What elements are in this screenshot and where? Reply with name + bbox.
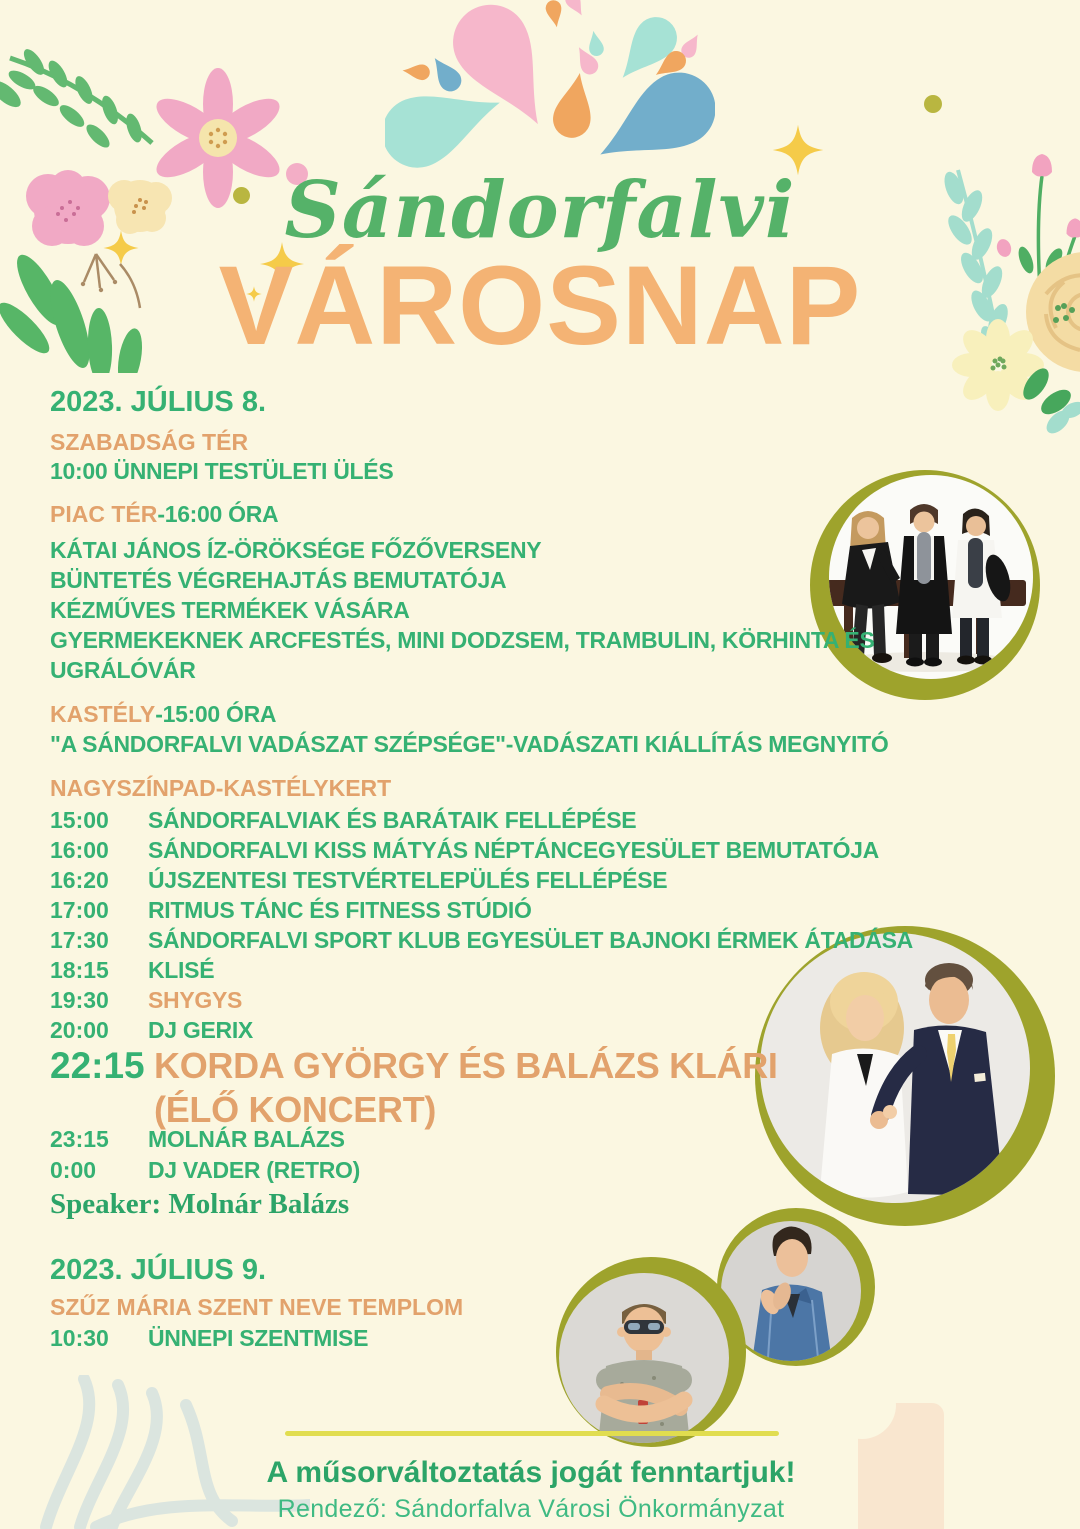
venue-templom: SZŰZ MÁRIA SZENT NEVE TEMPLOM [50, 1294, 464, 1320]
event-time: 0:00 [50, 1157, 97, 1183]
event-time: 16:00 [50, 837, 109, 863]
poster-main-title: VÁROSNAP [218, 243, 862, 368]
schedule-row [50, 1155, 910, 1186]
event-time: 20:00 [50, 1017, 109, 1043]
schedule-row [50, 895, 970, 925]
footer-organizer: Rendező: Sándorfalva Városi Önkormányzat [277, 1495, 785, 1523]
stage-schedule [50, 805, 970, 1045]
venue-piac-ter [50, 501, 278, 528]
date-heading-july9: 2023. JÚLIUS 9. [50, 1254, 266, 1286]
event-time: 22:15 [50, 1045, 145, 1086]
event-name: ÜNNEPI SZENTMISE [148, 1325, 369, 1351]
event-line: KÉZMŰVES TERMÉKEK VÁSÁRA [50, 597, 410, 623]
event-time: 23:15 [50, 1126, 109, 1152]
event-name: RITMUS TÁNC ÉS FITNESS STÚDIÓ [148, 897, 532, 923]
speaker-line: Speaker: Molnár Balázs [50, 1188, 350, 1220]
venue-time-suffix: -15:00 ÓRA [155, 701, 277, 727]
event-name: KLISÉ [148, 957, 215, 983]
event-name: DJ GERIX [148, 1017, 253, 1043]
schedule-row [50, 925, 970, 955]
peach-corner-carve [828, 1371, 896, 1439]
venue-kastely [50, 701, 276, 728]
schedule-row [50, 865, 970, 895]
footer-divider [285, 1431, 779, 1436]
venue-nagyszinpad: NAGYSZÍNPAD-KASTÉLYKERT [50, 775, 392, 801]
schedule-row [50, 805, 970, 835]
event-name: ÚJSZENTESI TESTVÉRTELEPÜLÉS FELLÉPÉSE [148, 867, 668, 893]
event-name: SÁNDORFALVI SPORT KLUB EGYESÜLET BAJNOKI ÉRMEK ÁTADÁSA [148, 927, 913, 953]
late-schedule [50, 1124, 910, 1186]
headline-concert-row [50, 1044, 910, 1132]
piac-ter-program-list [50, 535, 880, 685]
schedule-row [50, 1124, 910, 1155]
date-heading-july8: 2023. JÚLIUS 8. [50, 386, 266, 418]
event-time: 18:15 [50, 957, 109, 983]
event-time: 17:00 [50, 897, 109, 923]
event-name: SÁNDORFALVI KISS MÁTYÁS NÉPTÁNCEGYESÜLET BEMUTATÓJA [148, 837, 879, 863]
schedule-row [50, 1323, 650, 1353]
event-line: GYERMEKEKNEK ARCFESTÉS, MINI DODZSEM, TRAMBULIN, KÖRHINTA ÉS UGRÁLÓVÁR [50, 627, 875, 683]
event-name: DJ VADER (RETRO) [148, 1157, 361, 1183]
event-name: MOLNÁR BALÁZS [148, 1126, 345, 1152]
venue-time-suffix: -16:00 ÓRA [157, 501, 279, 527]
event-time: 15:00 [50, 807, 109, 833]
olive-dot-decoration [924, 95, 942, 113]
event-name: SÁNDORFALVIAK ÉS BARÁTAIK FELLÉPÉSE [148, 807, 637, 833]
poster-script-title: Sándorfalvi [284, 165, 796, 256]
schedule-row [50, 985, 970, 1015]
event-name: SHYGYS [148, 987, 243, 1013]
event-line: "A SÁNDORFALVI VADÁSZAT SZÉPSÉGE"-VADÁSZATI KIÁLLÍTÁS MEGNYITÓ [50, 731, 889, 757]
schedule-row [50, 955, 970, 985]
event-line: 10:00 ÜNNEPI TESTÜLETI ÜLÉS [50, 458, 394, 484]
event-name: KORDA GYÖRGY ÉS BALÁZS KLÁRI (ÉLŐ KONCERT) [154, 1045, 778, 1130]
event-time: 19:30 [50, 987, 109, 1013]
dj-photo [552, 1254, 750, 1452]
splash-drops-decoration [385, 0, 715, 170]
schedule-row [50, 835, 970, 865]
event-time: 10:30 [50, 1325, 109, 1351]
day2-schedule [50, 1323, 650, 1353]
footer-note: A műsorváltoztatás jogát fenntartjuk! [266, 1456, 796, 1489]
venue-name: KASTÉLY [50, 701, 156, 727]
event-line: BÜNTETÉS VÉGREHAJTÁS BEMUTATÓJA [50, 567, 507, 593]
event-time: 17:30 [50, 927, 109, 953]
event-line: KÁTAI JÁNOS ÍZ-ÖRÖKSÉGE FŐZŐVERSENY [50, 537, 542, 563]
venue-name: PIAC TÉR [50, 501, 158, 527]
event-time: 16:20 [50, 867, 109, 893]
schedule-row [50, 1015, 970, 1045]
venue-szabadsag-ter: SZABADSÁG TÉR [50, 429, 249, 455]
